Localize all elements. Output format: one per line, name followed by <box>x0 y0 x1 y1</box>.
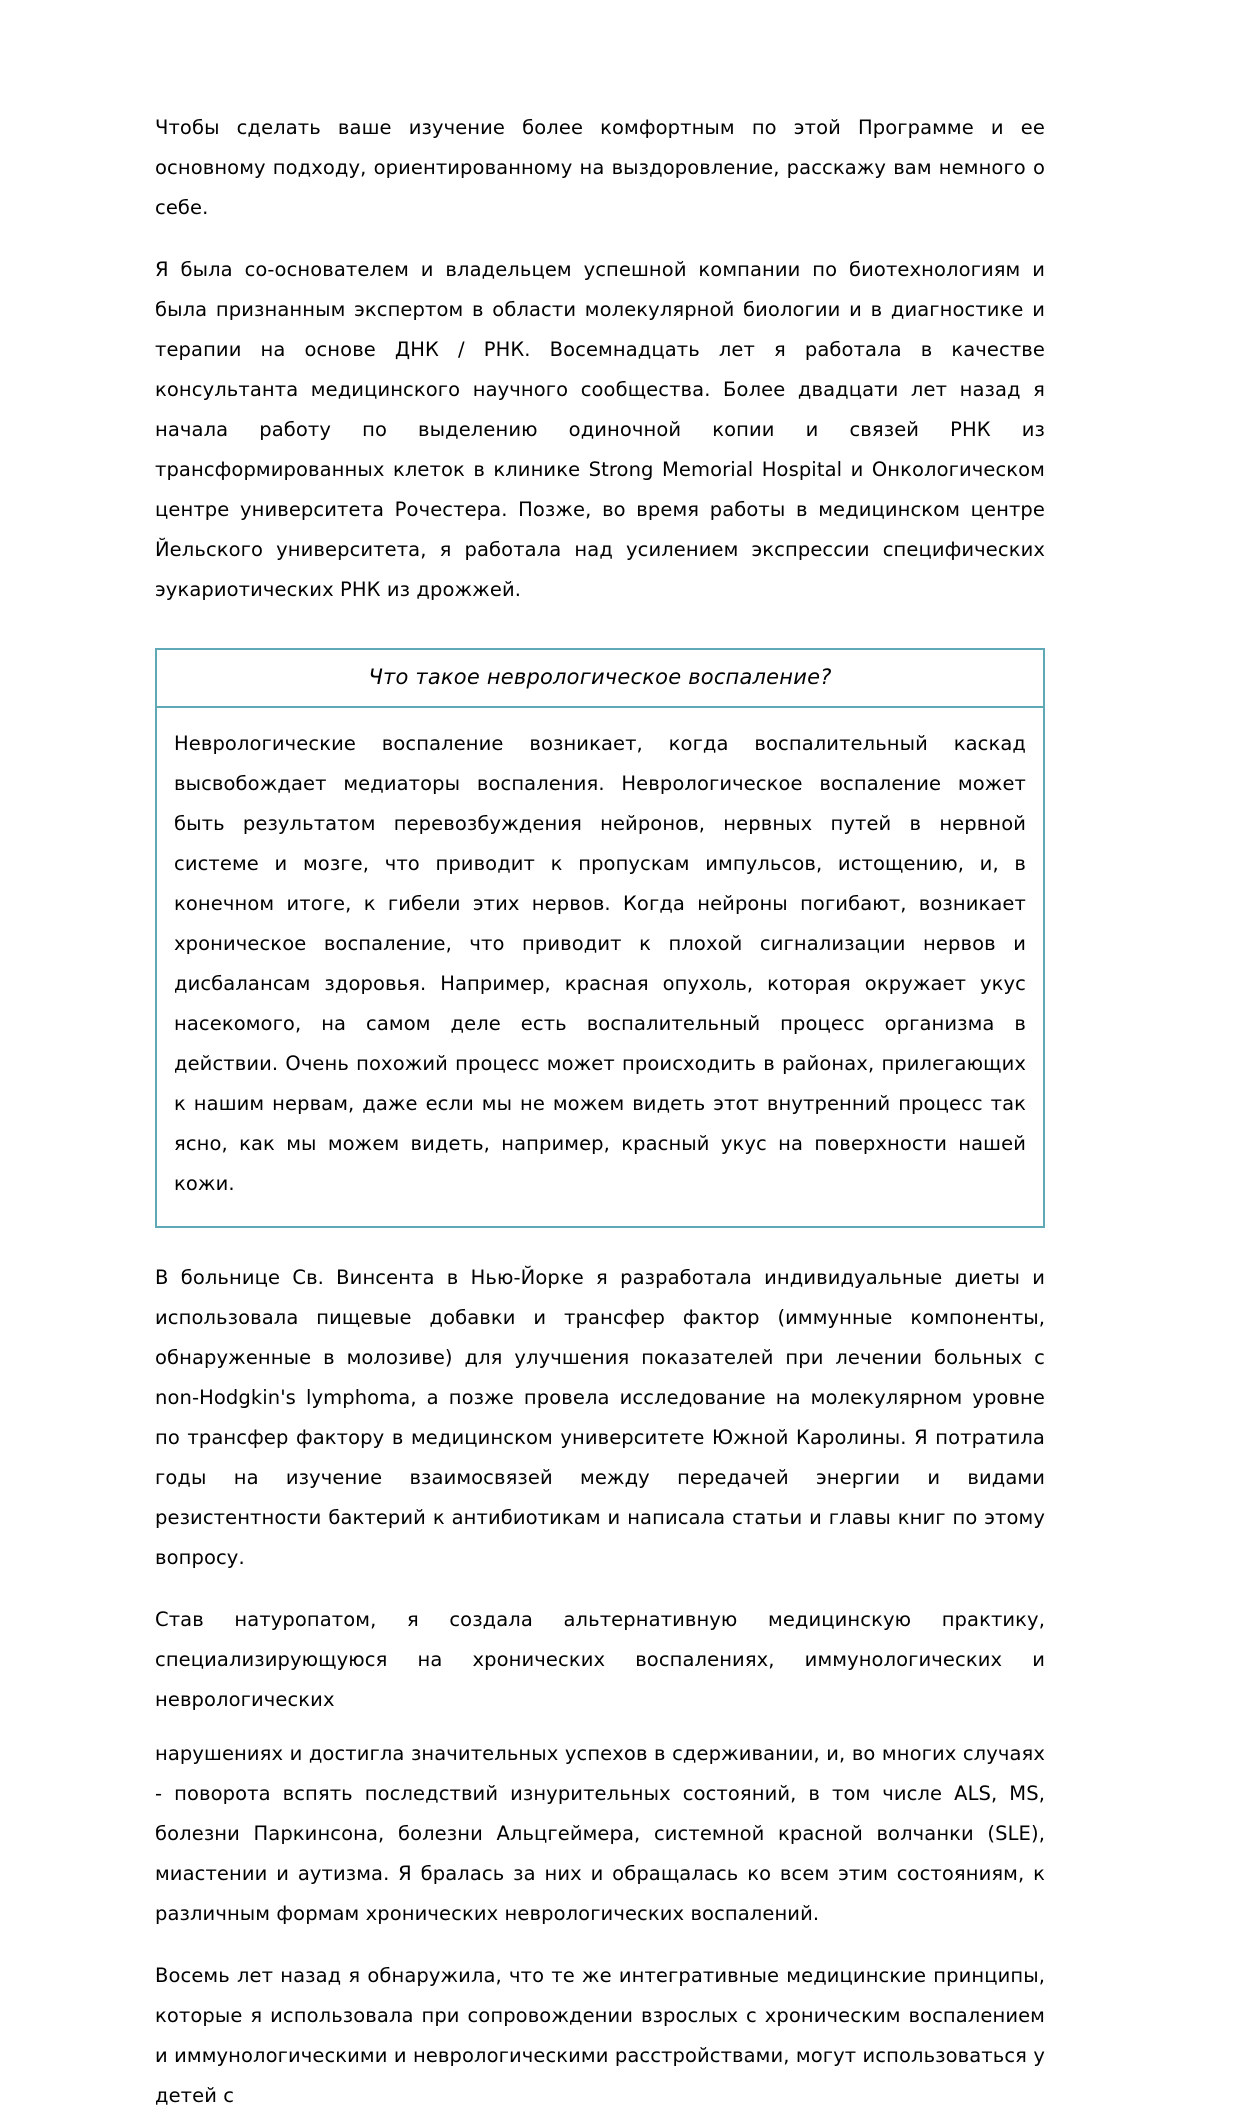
paragraph-biography: Я была со-основателем и владельцем успешной компании по биотехнологиям и была признанным экспертом в области молекулярной биологии и в диагностике и терапии на основе ДНК / РНК. Восемнадцать лет я работала в качестве консультанта медицинского научного сообщества. Более двадцати лет назад я начала работу по выделению одиночной копии и связей РНК из трансформированных клеток в клинике Strong Memorial Hospital и Онкологическом центре университета Рочестера. Позже, во время работы в медицинском центре Йельского университета, я работала над усилением экспрессии специфических эукариотических РНК из дрожжей. <box>155 258 1045 601</box>
callout-header <box>157 650 1043 708</box>
paragraph-st-vincent: В больнице Св. Винсента в Нью-Йорке я разработала индивидуальные диеты и использовала пищевые добавки и трансфер фактор (иммунные компоненты, обнаруженные в молозиве) для улучшения показателей при лечении больных с non-Hodgkin's lymphoma, а позже провела исследование на молекулярном уровне по трансфер фактору в медицинском университете Южной Каролины. Я потратила годы на изучение взаимосвязей между передачей энергии и видами резистентности бактерий к антибиотикам и написала статьи и главы книг по этому вопросу. <box>155 1266 1045 1569</box>
callout-box-neuroinflammation <box>155 648 1045 1228</box>
document-content <box>155 108 1045 2116</box>
paragraph-spacer <box>155 1720 1045 1734</box>
callout-body <box>157 708 1043 1226</box>
paragraph-children: Восемь лет назад я обнаружила, что те же интегративные медицинские принципы, которые я использовала при сопровождении взрослых с хроническим воспалением и иммунологическими и неврологическими расстройствами, могут использоваться у детей с <box>155 1964 1045 2107</box>
paragraph-conditions: нарушениях и достигла значительных успехов в сдерживании, и, во многих случаях - поворота вспять последствий изнурительных состояний, в том числе ALS, MS, болезни Паркинсона, болезни Альцгеймера, системной красной волчанки (SLE), миастении и аутизма. Я бралась за них и обращалась ко всем этим состояниям, к различным формам хронических неврологических воспалений. <box>155 1742 1045 1925</box>
callout-text: Неврологические воспаление возникает, когда воспалительный каскад высвобождает медиаторы воспаления. Неврологическое воспаление может быть результатом перевозбуждения нейронов, нервных путей в нервной системе и мозге, что приводит к пропускам импульсов, истощению, и, в конечном итоге, к гибели этих нервов. Когда нейроны погибают, возникает хроническое воспаление, что приводит к плохой сигнализации нервов и дисбалансам здоровья. Например, красная опухоль, которая окружает укус насекомого, на самом деле есть воспалительный процесс организма в действии. Очень похожий процесс может происходить в районах, прилегающих к нашим нервам, даже если мы не можем видеть этот внутренний процесс так ясно, как мы можем видеть, например, красный укус на поверхности нашей кожи. <box>174 732 1026 1195</box>
paragraph-intro: Чтобы сделать ваше изучение более комфортным по этой Программе и ее основному подходу, ориентированному на выздоровление, расскажу вам немного о себе. <box>155 116 1045 219</box>
paragraph-naturopath: Став натуропатом, я создала альтернативную медицинскую практику, специализирующуюся на хронических воспалениях, иммунологических и неврологических <box>155 1608 1045 1711</box>
callout-title: Что такое неврологическое воспаление? <box>368 665 832 689</box>
